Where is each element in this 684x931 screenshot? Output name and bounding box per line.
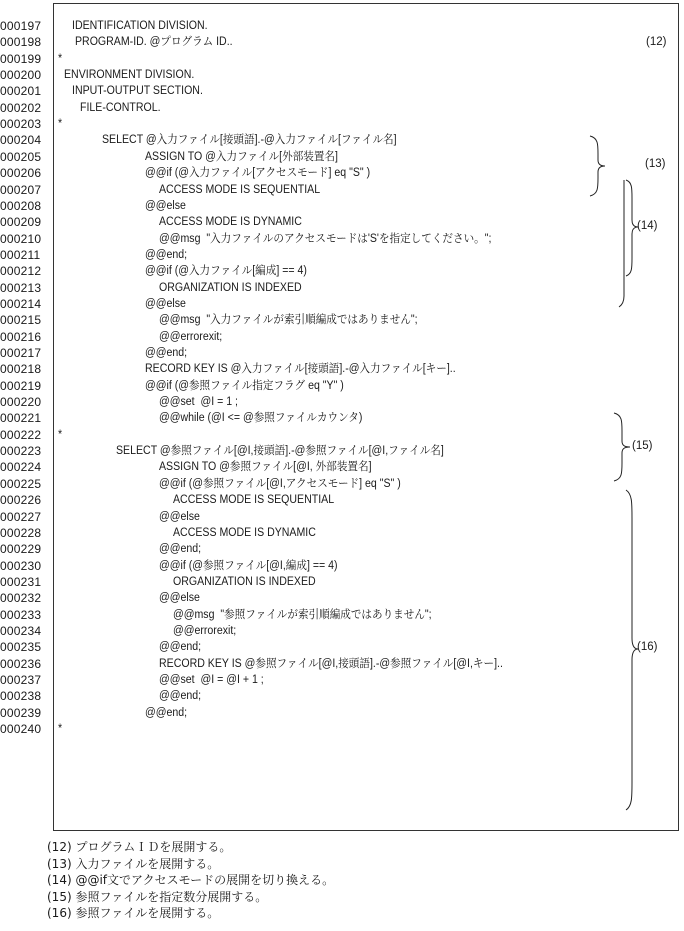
code-text: IDENTIFICATION DIVISION. [72,20,208,32]
line-number: 000217 [0,346,42,360]
line-number: 000216 [0,329,42,344]
code-text: @@end; [145,706,188,719]
line-number: 000225 [0,476,42,491]
code-text: @@end; [145,248,188,261]
code-line [0,509,684,525]
note-item: (12) プログラムＩＤを展開する。 [47,840,232,854]
code-text: @@if (@入力ファイル[アクセスモード] eq "S" ) [145,167,371,180]
code-line [0,182,684,198]
code-line [0,558,684,574]
line-number: 000214 [0,296,42,311]
note-item: (15) 参照ファイルを指定数分展開する。 [47,889,268,904]
code-text: PROGRAM-ID. @プログラム ID.. [75,36,233,49]
code-text: @@msg "参照ファイルが索引順編成ではありません"; [173,608,432,621]
line-number: 000232 [0,591,42,606]
code-text: @@msg "入力ファイルのアクセスモードは'S'を指定してください。"; [159,232,492,245]
brace-label-15: (15) [632,440,653,452]
code-line [0,165,684,181]
line-number: 000235 [0,640,42,655]
code-text: @@errorexit; [173,624,237,637]
code-line [0,394,684,410]
line-number: 000207 [0,182,42,197]
code-text: ENVIRONMENT DIVISION. [64,69,195,82]
line-number: 000228 [0,525,42,540]
code-line [0,149,684,165]
code-line [0,329,684,345]
code-text: @@if (@参照ファイル[@I,アクセスモード] eq "S" ) [159,477,401,490]
line-number: 000210 [0,231,42,246]
code-text: @@end; [159,690,202,703]
code-text: @@if (@参照ファイル[@I,編成] == 4) [159,559,338,572]
line-number: 000215 [0,313,42,328]
code-text: @@set @I = @I + 1 ; [159,674,264,686]
line-number: 000234 [0,623,42,638]
code-text: ACCESS MODE IS SEQUENTIAL [159,183,321,196]
code-text: @@else [145,199,186,212]
code-text: ASSIGN TO @参照ファイル[@I, 外部装置名] [159,461,372,474]
code-text: @@else [159,592,200,605]
code-text: ACCESS MODE IS DYNAMIC [159,216,302,229]
code-text: FILE-CONTROL. [80,101,161,114]
line-number: 000198 [0,35,42,50]
line-number: 000233 [0,607,42,622]
brace-13-icon [588,134,618,198]
code-line [0,574,684,590]
line-number: 000227 [0,509,42,524]
line-number: 000236 [0,656,42,671]
code-text: @@end; [159,543,202,556]
code-line [0,459,684,475]
line-number: 000223 [0,444,42,459]
code-line [0,705,684,721]
code-text: @@else [159,510,200,523]
code-text: @@if (@参照ファイル指定フラグ eq "Y" ) [145,379,344,392]
notes-list [47,839,334,922]
note-item: (13) 入力ファイルを展開する。 [47,856,220,871]
line-number: 000220 [0,395,42,410]
code-text: * [58,52,63,65]
brace-label-14: (14) [637,220,658,232]
code-text: * [58,428,63,441]
code-text: @@errorexit; [159,330,223,343]
code-line [0,280,684,296]
line-number: 000200 [0,68,42,83]
line-number: 000222 [0,427,42,442]
line-number: 000226 [0,493,42,508]
code-line [0,214,684,230]
reference-label: (12) [646,36,667,49]
code-text: @@msg "入力ファイルが索引順編成ではありません"; [159,314,418,327]
code-line [0,410,684,426]
code-line [0,100,684,116]
code-text: ACCESS MODE IS SEQUENTIAL [173,494,335,507]
line-number: 000212 [0,264,42,279]
note-item: (14) @@if文でアクセスモードの展開を切り換える。 [47,873,335,888]
line-number: 000201 [0,84,42,99]
line-number: 000230 [0,558,42,573]
line-number: 000221 [0,411,42,426]
code-line [0,590,684,606]
code-line [0,443,684,459]
code-text: @@end; [159,641,202,654]
line-number: 000224 [0,460,42,475]
brace-label-16: (16) [637,641,658,653]
line-number: 000204 [0,133,42,148]
code-line [0,312,684,328]
line-number: 000197 [0,19,42,33]
code-line [0,476,684,492]
code-line [0,607,684,623]
code-text: RECORD KEY IS @参照ファイル[@I,接頭語].-@参照ファイル[@I,キー].. [159,657,503,670]
line-number: 000239 [0,705,42,720]
code-text: ACCESS MODE IS DYNAMIC [173,526,316,539]
line-number: 000206 [0,166,42,181]
line-number: 000237 [0,673,42,687]
code-text: ASSIGN TO @入力ファイル[外部装置名] [145,150,338,163]
code-text: ORGANIZATION IS INDEXED [159,281,302,294]
line-number: 000199 [0,51,42,66]
line-number: 000240 [0,722,42,737]
brace-13-14-divider [616,178,628,308]
code-line [0,721,684,737]
code-line [0,247,684,263]
line-number: 000219 [0,378,42,393]
code-text: @@end; [145,347,188,359]
line-number: 000203 [0,117,42,132]
code-line [0,623,684,639]
code-line [0,541,684,557]
code-text: @@else [145,297,186,310]
code-text: SELECT @入力ファイル[接頭語].-@入力ファイル[ファイル名] [102,134,397,147]
code-line [0,361,684,377]
code-line [0,672,684,688]
brace-15-icon [612,411,634,483]
code-line [0,345,684,361]
brace-label-13: (13) [645,158,666,170]
line-number: 000202 [0,100,42,115]
line-number: 000238 [0,689,42,704]
code-line [0,378,684,394]
code-text: ORGANIZATION IS INDEXED [173,575,316,588]
code-line [0,427,684,443]
line-number: 000218 [0,362,42,377]
code-line [0,492,684,508]
code-line [0,656,684,672]
code-line [0,18,684,34]
code-text: INPUT-OUTPUT SECTION. [72,85,203,98]
code-line [0,67,684,83]
code-line [0,688,684,704]
code-line [0,116,684,132]
code-line [0,51,684,67]
code-text: RECORD KEY IS @入力ファイル[接頭語].-@入力ファイル[キー].. [145,363,456,376]
code-text: @@while (@I <= @参照ファイルカウンタ) [159,412,363,425]
code-line [0,525,684,541]
line-number: 000213 [0,280,42,295]
code-text: * [58,723,63,736]
code-text: @@if (@入力ファイル[編成] == 4) [145,265,307,278]
line-number: 000229 [0,542,42,557]
code-line [0,296,684,312]
line-number: 000231 [0,574,42,589]
code-line [0,263,684,279]
line-number: 000211 [0,247,41,262]
code-line [0,34,684,50]
code-line [0,83,684,99]
line-number: 000205 [0,149,42,164]
code-line [0,132,684,148]
code-text: * [58,118,63,131]
line-number: 000208 [0,198,42,213]
note-item: (16) 参照ファイルを展開する。 [47,906,220,921]
code-text: @@set @I = 1 ; [159,396,238,409]
code-text: SELECT @参照ファイル[@I,接頭語].-@参照ファイル[@I,ファイル名] [116,445,444,458]
code-line [0,639,684,655]
line-number: 000209 [0,215,42,230]
code-line [0,231,684,247]
code-line [0,198,684,214]
